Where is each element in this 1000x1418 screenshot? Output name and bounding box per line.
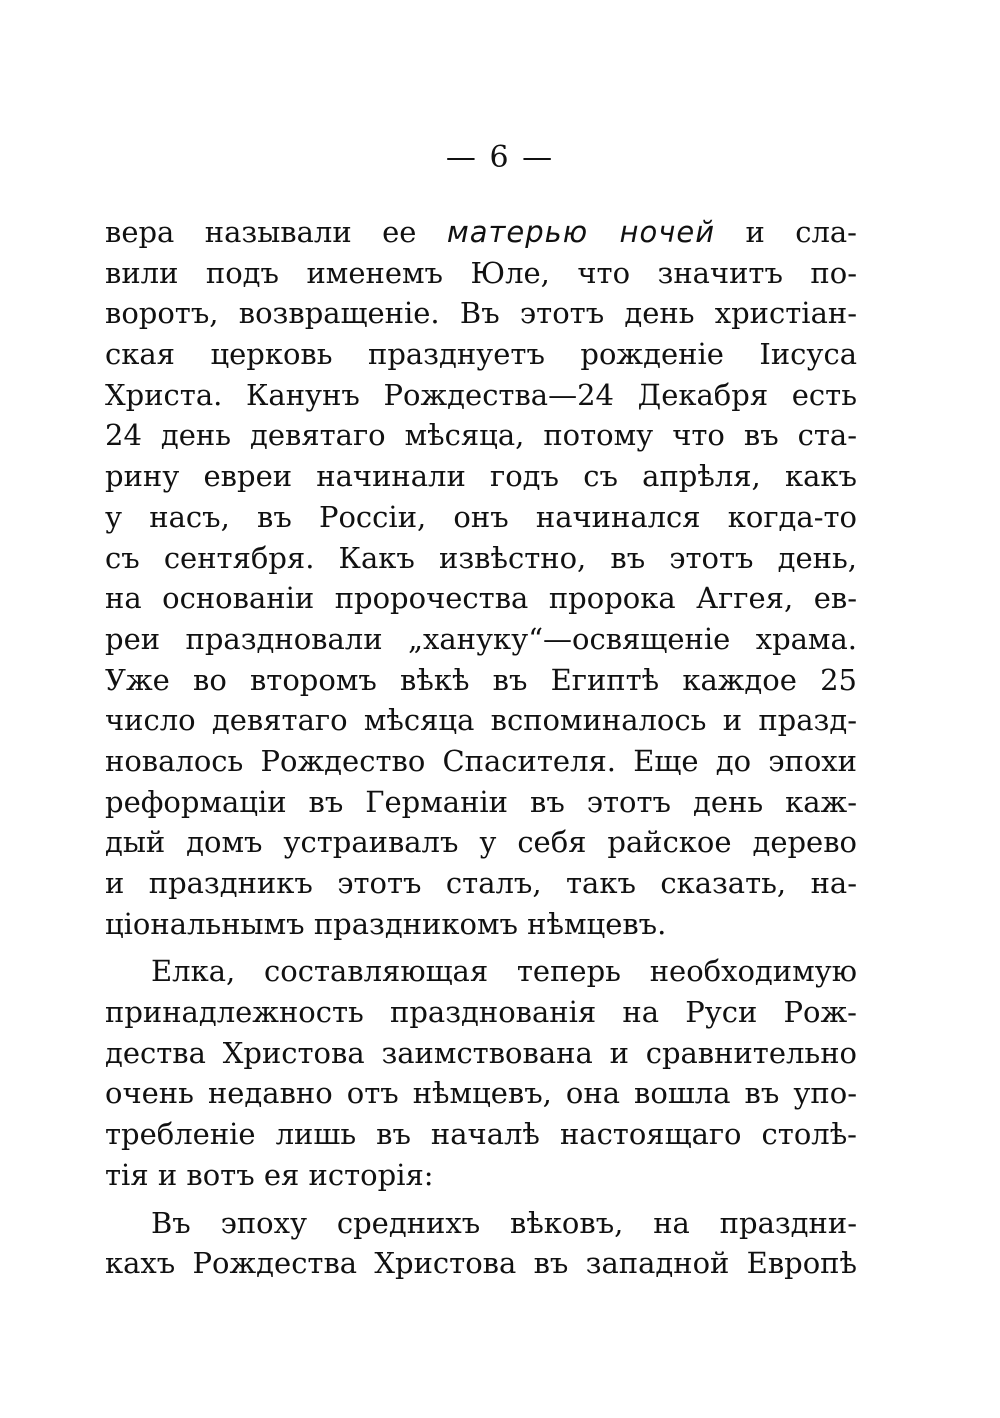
text-line: на основаніи пророчества пророка Аггея, ев- (105, 581, 857, 616)
text-line: воротъ, возвращеніе. Въ этотъ день христіан- (105, 296, 857, 331)
text-line: дества Христова заимствована и сравнительно (105, 1035, 857, 1070)
text-line: очень недавно отъ нѣмцевъ, она вошла въ упо- (105, 1076, 857, 1111)
text-line: тія и вотъ ея исторія: (105, 1157, 434, 1192)
text-line: Въ эпоху среднихъ вѣковъ, на праздни- (151, 1205, 857, 1240)
paragraph-gap (105, 1196, 857, 1203)
text-line: реформаціи въ Германіи въ этотъ день каж- (105, 784, 857, 819)
text-line: вера называли ее матерью ночей и сла- (105, 215, 857, 249)
page-number: — 6 — (445, 140, 555, 175)
text-line: рину евреи начинали годъ съ апрѣля, какъ (105, 459, 857, 494)
body-text (105, 212, 857, 1284)
text-line: принадлежность празднованія на Руси Рож- (105, 995, 857, 1030)
text-line: дый домъ устраивалъ у себя райское дерево (105, 825, 857, 860)
text-line: ціональнымъ праздникомъ нѣмцевъ. (105, 906, 667, 941)
text-line: Уже во второмъ вѣкѣ въ Египтѣ каждое 25 (105, 662, 857, 697)
text-line: вили подъ именемъ Юле, что значитъ по- (105, 255, 857, 290)
text-line: у насъ, въ Россіи, онъ начинался когда-то (105, 499, 857, 534)
text-line: ская церковь празднуетъ рожденіе Іисуса (105, 337, 857, 372)
text-line: 24 день девятаго мѣсяца, потому что въ ста- (105, 418, 857, 453)
text-line: число девятаго мѣсяца вспоминалось и празд- (105, 703, 857, 738)
emphasis-text: матерью ночей (446, 215, 716, 249)
text-line: Христа. Канунъ Рождества—24 Декабря есть (105, 377, 857, 412)
paragraph-gap (105, 944, 857, 951)
text-line: Елка, составляющая теперь необходимую (151, 954, 857, 989)
text-line: кахъ Рождества Христова въ западной Европѣ (105, 1246, 857, 1281)
text-line: новалось Рождество Спасителя. Еще до эпохи (105, 743, 857, 778)
text-line: требленіе лишь въ началѣ настоящаго столѣ- (105, 1117, 857, 1152)
text-line: съ сентября. Какъ извѣстно, въ этотъ день, (105, 540, 857, 575)
text-line: и праздникъ этотъ сталъ, такъ сказать, на- (105, 866, 857, 900)
text-line: реи праздновали „хануку“—освященіе храма. (105, 621, 857, 656)
